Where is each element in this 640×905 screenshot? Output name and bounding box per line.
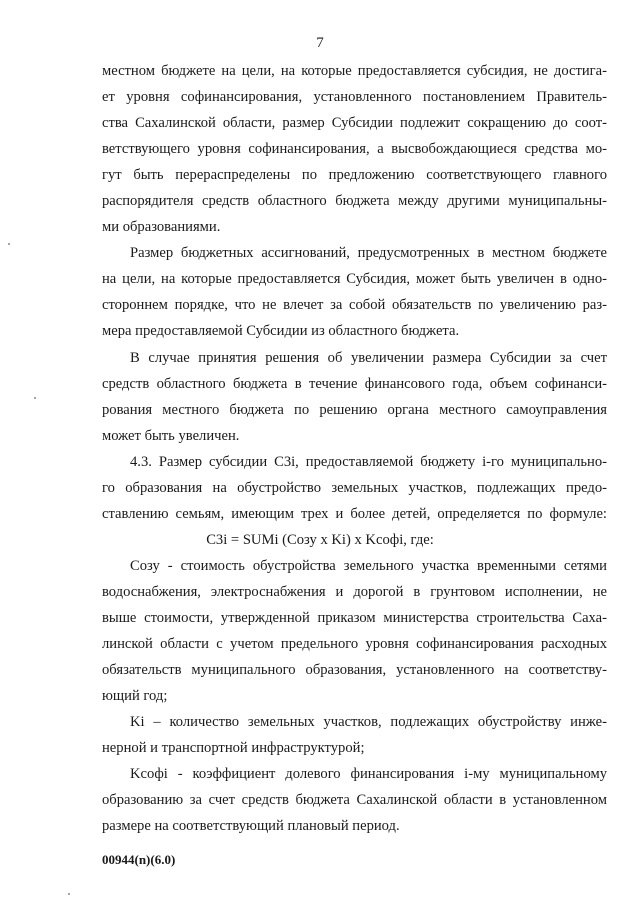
text-line: ющий год;	[102, 688, 168, 704]
text-line: ми образованиями.	[102, 219, 221, 235]
text-line: средств областного бюджета в течение финансового года, объем софинанси-	[102, 376, 607, 392]
text-line: ства Сахалинской области, размер Субсидии подлежит сокращению до соот-	[102, 115, 607, 131]
text-line: распорядителя средств областного бюджета между другими муниципальны-	[102, 193, 607, 209]
text-line: ставлению семьям, имеющим трех и более детей, определяется по формуле:	[102, 506, 607, 522]
scan-speck	[34, 397, 36, 399]
text-line: гут быть перераспределены по предложению соответствующего главного	[102, 167, 607, 183]
text-line: выше стоимости, утвержденной приказом министерства строительства Саха-	[102, 610, 607, 626]
text-line: го образования на обустройство земельных участков, подлежащих предо-	[102, 480, 607, 496]
formula-line: С3i = SUMi (Созу x Ki) x Kсофi, где:	[206, 532, 434, 548]
text-line: нерной и транспортной инфраструктурой;	[102, 740, 365, 756]
text-line: Размер бюджетных ассигнований, предусмотренных в местном бюджете	[130, 245, 607, 261]
text-line: образованию за счет средств бюджета Сахалинской области в установленном	[102, 792, 607, 808]
text-line: обязательств муниципального образования, установленного на соответству-	[102, 662, 607, 678]
scan-speck	[68, 893, 70, 895]
text-line: линской области с учетом предельного уровня софинансирования расходных	[102, 636, 607, 652]
text-line: на цели, на которые предоставляется Субсидия, может быть увеличен в одно-	[102, 271, 607, 287]
text-line: размере на соответствующий плановый период.	[102, 818, 400, 834]
text-line: 4.3. Размер субсидии С3i, предоставляемой бюджету i-го муниципально-	[130, 454, 607, 470]
text-line: ет уровня софинансирования, установленного постановлением Правитель-	[102, 89, 607, 105]
text-line: стороннем порядке, что не влечет за собой обязательств по увеличению раз-	[102, 297, 607, 313]
page-number: 7	[316, 35, 324, 51]
text-line: Созу - стоимость обустройства земельного участка временными сетями	[130, 558, 607, 574]
text-line: ветствующего уровня софинансирования, а высвобождающиеся средства мо-	[102, 141, 607, 157]
text-line: местном бюджете на цели, на которые предоставляется субсидия, не достига-	[102, 63, 607, 79]
text-line: В случае принятия решения об увеличении размера Субсидии за счет	[130, 350, 607, 366]
text-line: Kсофi - коэффициент долевого финансирования i-му муниципальному	[130, 766, 607, 782]
text-line: рования местного бюджета по решению органа местного самоуправления	[102, 402, 607, 418]
text-line: мера предоставляемой Субсидии из областного бюджета.	[102, 323, 460, 339]
scan-speck	[8, 243, 10, 245]
text-line: Ki – количество земельных участков, подлежащих обустройству инже-	[130, 714, 607, 730]
text-line: может быть увеличен.	[102, 428, 240, 444]
document-code: 00944(n)(6.0)	[102, 852, 176, 867]
text-line: водоснабжения, электроснабжения и дорогой в грунтовом исполнении, не	[102, 584, 607, 600]
